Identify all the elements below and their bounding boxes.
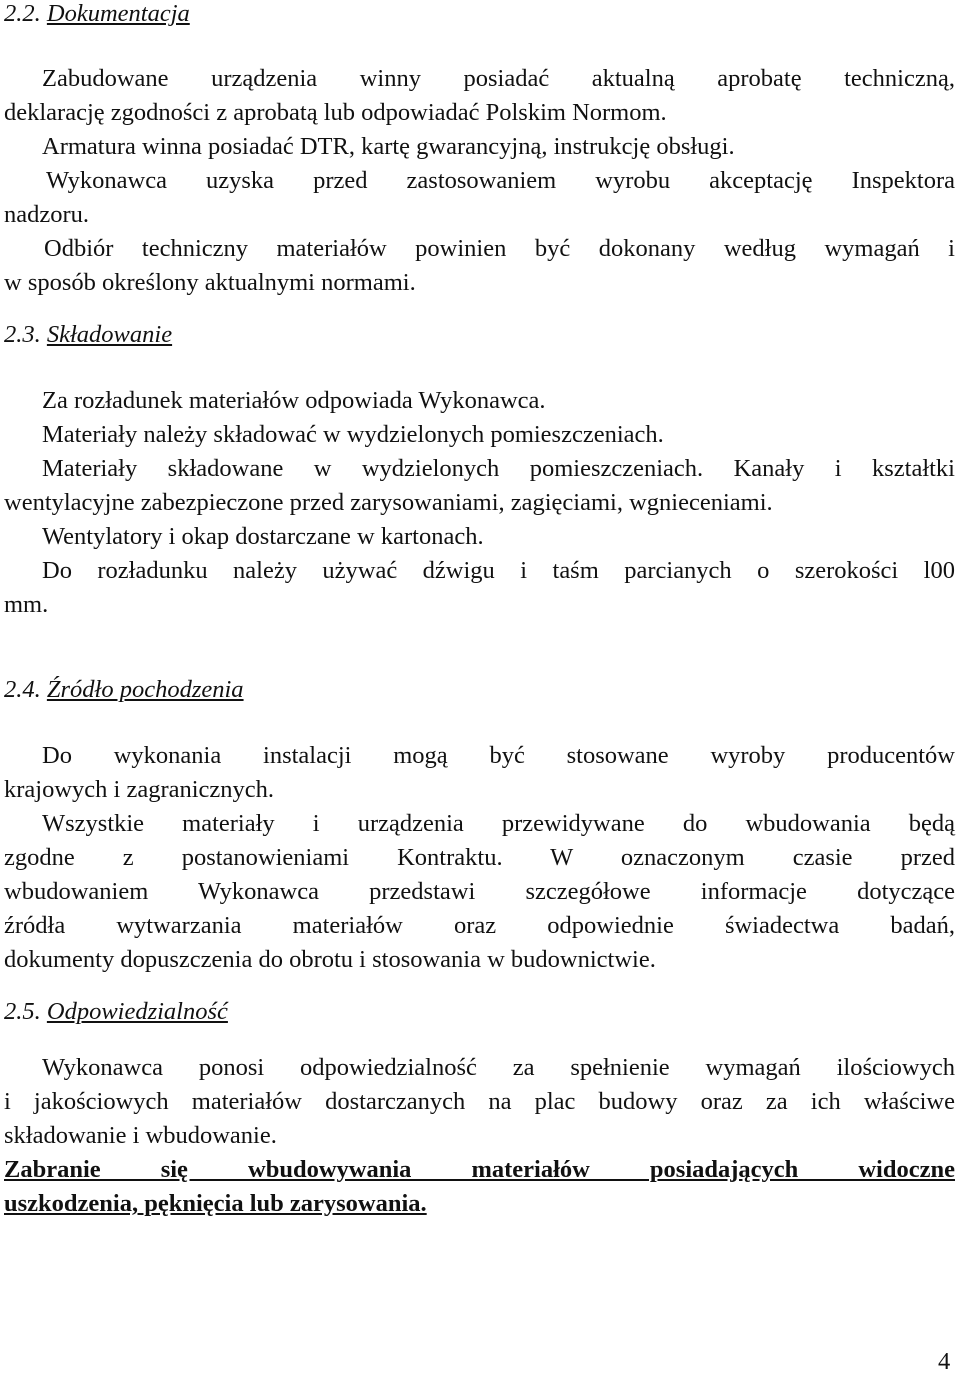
text-line: deklarację zgodności z aprobatą lub odpowiadać Polskim Normom.	[4, 99, 667, 126]
text-line: Armatura winna posiadać DTR, kartę gwarancyjną, instrukcję obsługi.	[42, 133, 735, 160]
text-line: Za rozładunek materiałów odpowiada Wykonawca.	[42, 387, 546, 414]
page-number: 4	[938, 1348, 951, 1375]
heading-title: Składowanie	[46, 321, 173, 348]
text-line: i jakościowych materiałów dostarczanych na plac budowy oraz za ich właściwe	[4, 1088, 955, 1115]
heading-2-4	[4, 675, 244, 705]
heading-number: 2.3.	[4, 321, 41, 348]
heading-number: 2.4.	[4, 676, 41, 703]
text-line: mm.	[4, 591, 49, 618]
heading-title: Odpowiedzialność	[46, 998, 228, 1025]
text-line: Do rozładunku należy używać dźwigu i taśm parcianych o szerokości l00	[42, 557, 955, 584]
text-line: krajowych i zagranicznych.	[4, 776, 275, 803]
text-line: Wykonawca ponosi odpowiedzialność za spełnienie wymagań ilościowych	[42, 1054, 955, 1081]
text-line: Odbiór techniczny materiałów powinien być dokonany według wymagań i	[44, 235, 955, 262]
text-line: wbudowaniem Wykonawca przedstawi szczegółowe informacje dotyczące	[4, 878, 955, 905]
warning-line: uszkodzenia, pęknięcia lub zarysowania.	[4, 1190, 427, 1217]
heading-2-3	[4, 320, 172, 350]
text-line: Materiały składowane w wydzielonych pomieszczeniach. Kanały i kształtki	[42, 455, 955, 482]
heading-title: Dokumentacja	[46, 0, 190, 27]
text-line: wentylacyjne zabezpieczone przed zarysowaniami, zagięciami, wgnieceniami.	[4, 489, 773, 516]
text-line: Wykonawca uzyska przed zastosowaniem wyrobu akceptację Inspektora	[46, 167, 955, 194]
text-line: Do wykonania instalacji mogą być stosowane wyroby producentów	[42, 742, 955, 769]
text-line: dokumenty dopuszczenia do obrotu i stosowania w budownictwie.	[4, 946, 656, 973]
text-line: nadzoru.	[4, 201, 90, 228]
heading-number: 2.5.	[4, 998, 41, 1025]
warning-line: Zabranie się wbudowywania materiałów posiadających widoczne	[4, 1156, 955, 1183]
heading-title: Źródło pochodzenia	[46, 676, 244, 703]
text-line: Materiały należy składować w wydzielonych pomieszczeniach.	[42, 421, 664, 448]
heading-2-5	[4, 997, 228, 1027]
text-line: Wszystkie materiały i urządzenia przewidywane do wbudowania będą	[42, 810, 955, 837]
text-line: składowanie i wbudowanie.	[4, 1122, 277, 1149]
text-line: Wentylatory i okap dostarczane w kartonach.	[42, 523, 484, 550]
text-line: źródła wytwarzania materiałów oraz odpowiednie świadectwa badań,	[4, 912, 955, 939]
text-line: Zabudowane urządzenia winny posiadać aktualną aprobatę techniczną,	[42, 65, 955, 92]
text-line: w sposób określony aktualnymi normami.	[4, 269, 416, 296]
heading-number: 2.2.	[4, 0, 41, 27]
heading-2-2	[4, 0, 190, 29]
text-line: zgodne z postanowieniami Kontraktu. W oznaczonym czasie przed	[4, 844, 955, 871]
